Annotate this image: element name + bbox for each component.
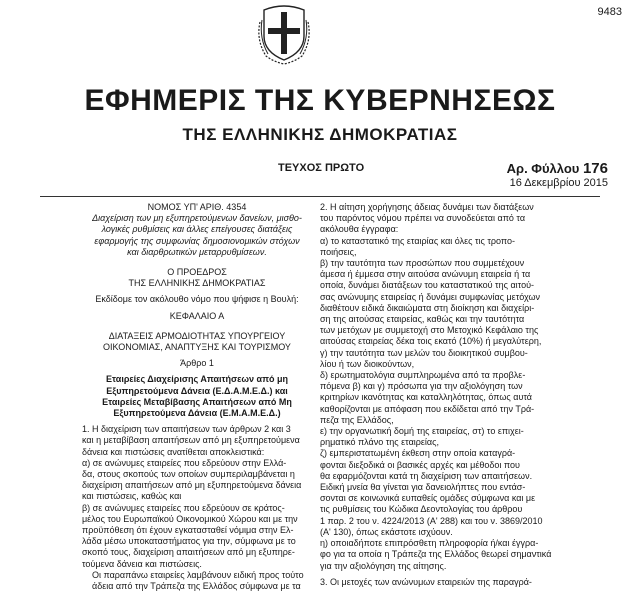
text-line: α) σε ανώνυμες εταιρείες που εδρεύουν στην Ελλά- xyxy=(82,457,287,468)
text-line: Οι παραπάνω εταιρείες λαμβάνουν ειδική προς τούτο xyxy=(92,569,304,580)
text-line: σας ανώνυμης εταιρείας ή δυνάμει συμφωνίας μετόχων xyxy=(320,291,541,302)
president-heading-2: ΤΗΣ ΕΛΛΗΝΙΚΗΣ ΔΗΜΟΚΡΑΤΙΑΣ xyxy=(128,278,266,289)
chapter-title-2: ΟΙΚΟΝΟΜΙΑΣ, ΑΝΑΠΤΥΞΗΣ ΚΑΙ ΤΟΥΡΙΣΜΟΥ xyxy=(103,342,291,353)
text-line: β) σε ανώνυμες εταιρείες που εδρεύουν σε κράτος- xyxy=(82,502,285,513)
law-title-line: Διαχείριση των μη εξυπηρετούμενων δανείων, μισθο- xyxy=(92,213,302,224)
text-line: δ) ερωτηματολόγια συμπληρωμένα από τα προβλε- xyxy=(320,370,526,381)
masthead-subtitle: ΤΗΣ ΕΛΛΗΝΙΚΗΣ ΔΗΜΟΚΡΑΤΙΑΣ xyxy=(182,125,458,144)
text-line: πόμενα β) και γ) πρόσωπα για την αξιολόγηση των xyxy=(320,381,523,392)
text-line: Ειδική μνεία θα γίνεται για δανειολήπτες που εντάσ- xyxy=(320,482,526,493)
issue-series: ΤΕΥΧΟΣ ΠΡΩΤΟ xyxy=(278,162,365,174)
law-title-line: εφαρμογής της συμφωνίας δημοσιονομικών στόχων xyxy=(94,235,300,246)
item-c xyxy=(320,348,558,370)
item-z xyxy=(320,448,558,538)
page-number: 9483 xyxy=(597,6,622,18)
issue-date: 16 Δεκεμβρίου 2015 xyxy=(509,177,608,189)
text-line: ποιήσεις, xyxy=(320,246,357,257)
paragraph-1 xyxy=(82,424,312,458)
paragraph-1a xyxy=(82,458,312,503)
text-line: του παρόντος νόμου πρέπει να συνοδεύεται από τα xyxy=(320,213,526,224)
text-line: α) το καταστατικό της εταιρίας και όλες τις τροπο- xyxy=(320,235,516,246)
issue-number xyxy=(507,160,608,177)
text-line: και η μεταβίβαση απαιτήσεων από μη εξυπηρετούμενα xyxy=(82,435,300,446)
text-line: λίου ή των διοικούντων, xyxy=(320,358,415,369)
text-line: καθορίζονται με απόφαση που εκδίδεται από την Τρά- xyxy=(320,403,535,414)
item-h xyxy=(320,538,558,572)
text-line: σκοπό τους, διαχείριση απαιτήσεων από μη εξυπηρε- xyxy=(82,547,295,558)
issue-label: Αρ. Φύλλου xyxy=(506,161,580,176)
chapter-title: ΔΙΑΤΑΞΕΙΣ ΑΡΜΟΔΙΟΤΗΤΑΣ ΥΠΟΥΡΓΕΙΟΥ xyxy=(108,330,286,341)
text-line: άμεσα ή έμμεσα στην αιτούσα ανώνυμη εταιρεία ή τα xyxy=(320,269,531,280)
text-line: διαχείριση απαιτήσεων από μη εξυπηρετούμενα δάνεια xyxy=(82,480,302,491)
paragraph-2 xyxy=(320,202,558,236)
text-line: άδεια από την Τράπεζα της Ελλάδος σύμφωνα με τα xyxy=(92,581,301,592)
text-line: ση της αιτούσας εταιρείας, καθώς και την ταυτότητα xyxy=(320,314,525,325)
paragraph-1-last xyxy=(82,570,312,592)
text-line: γ) την ταυτότητα των μελών του διοικητικού συμβου- xyxy=(320,347,528,358)
text-line: ακόλουθα έγγραφα: xyxy=(320,224,399,235)
article-title-line: Εξυπηρετούμενα Δάνεια (Ε.Μ.Α.Μ.Ε.Δ.) xyxy=(113,408,281,419)
issue-bar xyxy=(40,162,620,192)
text-line: ρηματικό πλάνο της εταιρείας, xyxy=(320,437,439,448)
text-line: ε) την οργανωτική δομή της εταιρείας, στ) το επιχει- xyxy=(320,426,524,437)
text-line: 1 παρ. 2 του ν. 4224/2013 (Α' 288) και του ν. 3869/2010 xyxy=(320,515,543,526)
text-line: οποία, δυνάμει διατάξεων του καταστατικού της αιτού- xyxy=(320,280,535,291)
law-title-line: και διαρθρωτικών μεταρρυθμίσεων. xyxy=(127,246,267,257)
text-line: κριτηρίων ικανότητας και καταλληλότητας, όπως αυτά xyxy=(320,392,533,403)
text-line: πεζα της Ελλάδος, xyxy=(320,414,394,425)
right-column xyxy=(320,202,558,588)
masthead-title: ΕΦΗΜΕΡΙΣ ΤΗΣ ΚΥΒΕΡΝΗΣΕΩΣ xyxy=(84,84,556,117)
text-line: η) οποιαδήποτε επιπρόσθετη πληροφορία ή/και έγγρα- xyxy=(320,538,539,549)
left-column xyxy=(82,202,312,592)
item-e xyxy=(320,426,558,448)
text-line: λάδα μέσω υποκαταστήματος για την, σύμφωνα με το xyxy=(82,536,296,547)
article-heading: Άρθρο 1 xyxy=(180,358,214,369)
text-line: 1. Η διαχείριση των απαιτήσεων των άρθρων 2 και 3 xyxy=(82,424,291,435)
text-line: για την αξιολόγηση της αίτησης. xyxy=(320,560,447,571)
text-line: ζ) εμπεριστατωμένη έκθεση στην οποία καταγρά- xyxy=(320,448,516,459)
text-line: δα, στους σκοπούς των οποίων συμπεριλαμβάνεται η xyxy=(82,469,295,480)
law-title-line: λογικές ρυθμίσεις και άλλες επείγουσες διατάξεις xyxy=(101,224,293,235)
text-line: τούμενα δάνεια και πιστώσεις. xyxy=(82,558,202,569)
text-line: προϋπόθεση ότι έχουν εγκατασταθεί νόμιμα στην Ελ- xyxy=(82,525,294,536)
article-title xyxy=(82,374,312,419)
greek-coat-of-arms-icon xyxy=(256,0,312,66)
paragraph-3 xyxy=(320,577,558,588)
text-line: διαθέτουν ειδικά δικαιώματα στη διοίκηση και διαχείρι- xyxy=(320,302,535,313)
text-line: τις ρυθμίσεις του Κώδικα Δεοντολογίας του άρθρου xyxy=(320,504,523,515)
article-title-line: Εταιρείες Διαχείρισης Απαιτήσεων από μη xyxy=(106,374,288,385)
header-divider xyxy=(40,196,600,197)
article-title-line: Εταιρείες Μεταβίβασης Απαιτήσεων από Μη xyxy=(102,396,292,407)
president-heading: Ο ΠΡΟΕΔΡΟΣ xyxy=(167,267,227,278)
text-line: 2. Η αίτηση χορήγησης άδειας δυνάμει των διατάξεων xyxy=(320,202,534,212)
chapter-heading: ΚΕΦΑΛΑΙΟ Α xyxy=(169,310,225,321)
text-line: φονται διεξοδικά οι βασικές αρχές και μέθοδοι που xyxy=(320,459,520,470)
text-line: θα εφαρμόζονται κατά τη διαχείριση των απαιτήσεων. xyxy=(320,470,533,481)
text-line: δάνεια και πιστώσεις ανατίθεται αποκλειστικά: xyxy=(82,446,265,457)
item-a xyxy=(320,236,558,258)
text-line: και πιστώσεις, καθώς και xyxy=(82,491,182,502)
law-title xyxy=(82,213,312,258)
item-d xyxy=(320,370,558,426)
text-line: β) την ταυτότητα των προσώπων που συμμετέχουν xyxy=(320,258,525,269)
text-line: των μετόχων με συμμετοχή στο Μετοχικό Κεφάλαιο της xyxy=(320,325,539,336)
issue-number-value: 176 xyxy=(582,160,608,177)
text-line: (Α' 130), όπως εκάστοτε ισχύουν. xyxy=(320,526,453,537)
paragraph-1b xyxy=(82,503,312,570)
law-number: ΝΟΜΟΣ ΥΠ' ΑΡΙΘ. 4354 xyxy=(147,202,247,212)
text-line: 3. Οι μετοχές των ανώνυμων εταιρειών της παραγρά- xyxy=(320,576,532,587)
text-line: φο για τα οποία η Τράπεζα της Ελλάδος θεωρεί σημαντικά xyxy=(320,549,552,560)
text-line: αιτούσας εταιρείας δέκα τοις εκατό (10%) ή μεγαλύτερη, xyxy=(320,336,542,347)
text-line: σονται σε κοινωνικά ευπαθείς ομάδες σύμφωνα και με xyxy=(320,493,536,504)
article-title-line: Εξυπηρετούμενα Δάνεια (Ε.Δ.Α.Μ.Ε.Δ.) και xyxy=(106,385,288,396)
text-line: μέλος του Ευρωπαϊκού Οικονομικού Χώρου και με την xyxy=(82,513,298,524)
item-b xyxy=(320,258,558,348)
promulgation-text: Εκδίδομε τον ακόλουθο νόμο που ψήφισε η Βουλή: xyxy=(95,294,299,305)
